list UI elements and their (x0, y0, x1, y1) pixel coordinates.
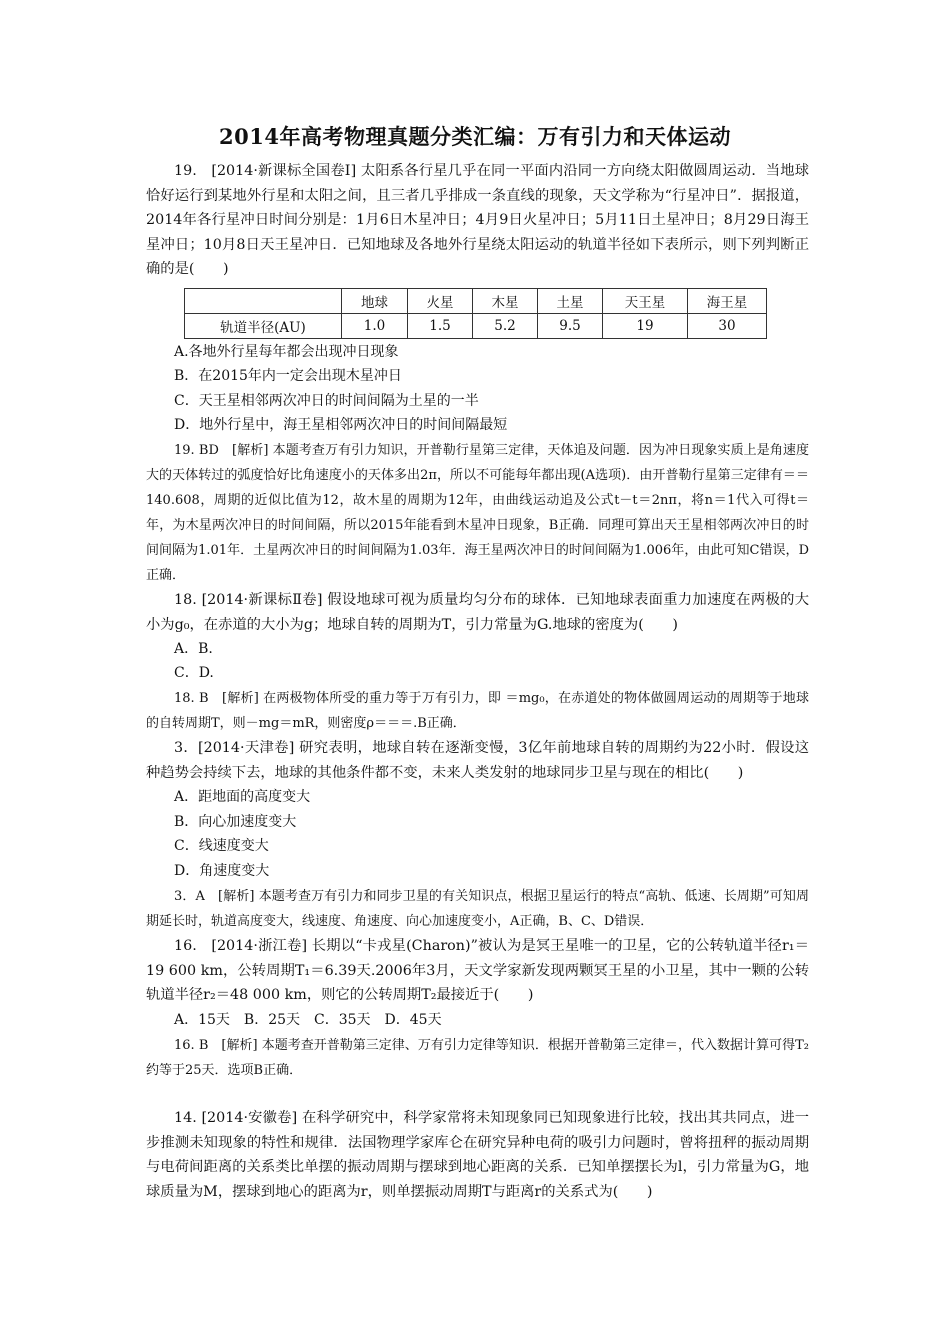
option-a: A．距地面的高度变大 (174, 789, 311, 805)
table-cell: 9.5 (538, 314, 603, 339)
question-16-analysis: 16. B [解析] 本题考查开普勒第三定律、万有引力定律等知识．根据开普勒第三定律＝，代入数据计算可得T₂约等于25天．选项B正确． (146, 1038, 809, 1078)
question-19-stem: 19. [2014·新课标全国卷Ⅰ] 太阳系各行星几乎在同一平面内沿同一方向绕太阳做圆周运动．当地球恰好运行到某地外行星和太阳之间，且三者几乎排成一条直线的现象，天文学称为“行星冲日”．据报道，2014年各行星冲日时间分别是：1月6日木星冲日；4月9日火星冲日；5月11日土星冲日；8月29日海王星冲日；10月8日天王星冲日．已知地球及各地外行星绕太阳运动的轨道半径如下表所示，则下列判断正确的是( ) (146, 163, 809, 277)
table-cell: 海王星 (688, 289, 767, 314)
table-cell: 火星 (408, 289, 473, 314)
question-18-stem: 18. [2014·新课标Ⅱ卷] 假设地球可视为质量均匀分布的球体．已知地球表面重力加速度在两极的大小为g₀，在赤道的大小为g；地球自转的周期为T，引力常量为G.地球的密度为( ) (146, 592, 809, 633)
question-3-analysis: 3．A [解析] 本题考查万有引力和同步卫星的有关知识点，根据卫星运行的特点“高轨、低速、长周期”可知周期延长时，轨道高度变大，线速度、角速度、向心加速度变小，A正确，B、C、D错误． (146, 889, 809, 929)
table-cell: 地球 (342, 289, 408, 314)
table-cell: 30 (688, 314, 767, 339)
option-d: D．地外行星中，海王星相邻两次冲日的时间间隔最短 (174, 417, 508, 433)
table-cell (185, 289, 342, 314)
page-title: 2014年高考物理真题分类汇编：万有引力和天体运动 (219, 124, 731, 149)
question-14-stem: 14. [2014·安徽卷] 在科学研究中，科学家常将未知现象同已知现象进行比较，找出其共同点，进一步推测未知现象的特性和规律．法国物理学家库仑在研究异种电荷的吸引力问题时，曾将扭秤的振动周期与电荷间距离的关系类比单摆的振动周期与摆球到地心距离的关系．已知单摆摆长为l，引力常量为G，地球质量为M，摆球到地心的距离为r，则单摆振动周期T与距离r的关系式为( ) (146, 1110, 809, 1200)
question-16-stem: 16. [2014·浙江卷] 长期以“卡戎星(Charon)”被认为是冥王星唯一的卫星，它的公转轨道半径r₁＝19 600 km，公转周期T₁＝6.39天.2006年3月，天文学家新发现两颗冥王星的小卫星，其中一颗的公转轨道半径r₂＝48 000 km，则它的公转周期T₂最接近于( ) (146, 938, 809, 1003)
table-cell: 1.5 (408, 314, 473, 339)
question-19-analysis: 19. BD [解析] 本题考查万有引力知识，开普勒行星第三定律，天体追及问题．因为冲日现象实质上是角速度大的天体转过的弧度恰好比角速度小的天体多出2π，所以不可能每年都出现(A选项)．由开普勒行星第三定律有＝＝140.608，周期的近似比值为12，故木星的周期为12年，由曲线运动追及公式t－t＝2nπ，将n＝1代入可得t＝年，为木星两次冲日的时间间隔，所以2015年能看到木星冲日现象，B正确．同理可算出天王星相邻两次冲日的时间间隔为1.01年．土星两次冲日的时间间隔为1.03年．海王星两次冲日的时间间隔为1.006年，由此可知C错误，D正确． (146, 443, 809, 583)
table-cell: 19 (603, 314, 688, 339)
question-16-options: A．15天 B．25天 C．35天 D．45天 (174, 1012, 442, 1028)
table-cell: 天王星 (603, 289, 688, 314)
question-18-analysis: 18. B [解析] 在两极物体所受的重力等于万有引力，即 ＝mg₀，在赤道处的物体做圆周运动的周期等于地球的自转周期T，则－mg＝mR，则密度ρ＝＝＝.B正确． (146, 691, 809, 731)
table-cell: 土星 (538, 289, 603, 314)
option-c: C．天王星相邻两次冲日的时间间隔为土星的一半 (174, 393, 479, 409)
table-cell: 木星 (473, 289, 538, 314)
option-b: B．向心加速度变大 (174, 814, 297, 830)
option-d: D．角速度变大 (174, 863, 270, 879)
table-cell: 1.0 (342, 314, 408, 339)
table-cell: 轨道半径(AU) (185, 314, 342, 339)
question-18-options-cd: C．D. (174, 665, 214, 681)
option-c: C．线速度变大 (174, 838, 269, 854)
table-cell: 5.2 (473, 314, 538, 339)
table-header-row (185, 289, 767, 314)
table-row (185, 314, 767, 339)
option-b: B．在2015年内一定会出现木星冲日 (174, 368, 402, 384)
orbit-radius-table (184, 288, 767, 339)
question-3-stem: 3．[2014·天津卷] 研究表明，地球自转在逐渐变慢，3亿年前地球自转的周期约为22小时．假设这种趋势会持续下去，地球的其他条件都不变，未来人类发射的地球同步卫星与现在的相比( ) (146, 740, 809, 781)
option-a: A.各地外行星每年都会出现冲日现象 (174, 344, 399, 360)
question-18-options-ab: A．B. (174, 641, 213, 657)
